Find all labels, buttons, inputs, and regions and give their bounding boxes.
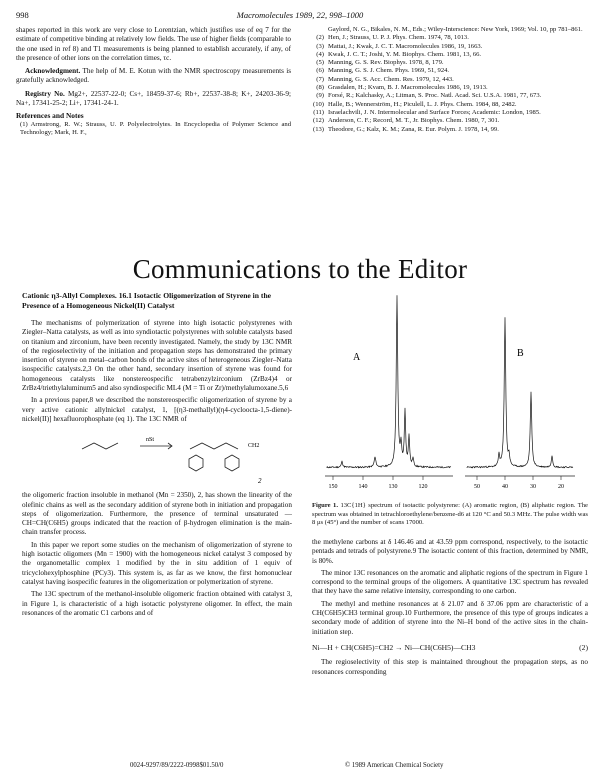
reagent-label: nSt bbox=[146, 437, 155, 444]
figure-caption bbox=[312, 502, 588, 528]
reference-text: Hen, J.; Strauss, U. P. J. Phys. Chem. 1974, 78, 1013. bbox=[328, 34, 469, 42]
equation-2 bbox=[312, 643, 588, 652]
section-title: Communications to the Editor bbox=[132, 254, 468, 284]
axis-tick-label: 140 bbox=[358, 484, 368, 490]
reference-item bbox=[308, 101, 586, 109]
reference-text: Mattai, J.; Kwak, J. C. T. Macromolecules 1986, 19, 1663. bbox=[328, 42, 483, 50]
paragraph-r2: The minor 13C resonances on the aromatic and aliphatic regions of the spectrum in Figure 1 correspond to the terminal groups of the oligomers. A quantitative 13C spectrum has revealed that they have the same relative intensity, corresponding to one carbon. bbox=[312, 568, 588, 596]
reference-item bbox=[308, 76, 586, 84]
compound-number: 2 bbox=[258, 477, 262, 486]
reference-text: Gaylord, N. G., Bikales, N. M., Eds.; Wiley-Interscience: New York, 1969; Vol. 10, pp 781–861. bbox=[328, 26, 583, 33]
reference-item bbox=[308, 59, 586, 67]
reference-number: (10) bbox=[313, 100, 324, 108]
reference-text: Israelachvili, J. N. Intermolecular and Surface Forces; Academic: London, 1985. bbox=[328, 108, 541, 116]
reference-text: Anderson, C. F.; Record, M. T., Jr. Biophys. Chem. 1980, 7, 301. bbox=[328, 117, 500, 125]
reference-item bbox=[308, 126, 586, 134]
reference-number: (9) bbox=[316, 92, 324, 100]
reference-number: (6) bbox=[316, 67, 324, 75]
reference-number: (8) bbox=[316, 84, 324, 92]
reference-text: Kwak, J. C. T.; Joshi, Y. M. Biophys. Chem. 1981, 13, 66. bbox=[328, 50, 482, 58]
reference-number: (4) bbox=[316, 50, 324, 58]
reference-number: (13) bbox=[313, 125, 324, 133]
phenyl-ring bbox=[189, 455, 203, 471]
oligomer-chain bbox=[190, 443, 238, 449]
footer-code: 0024-9297/89/2222-0998$01.50/0 bbox=[130, 762, 224, 769]
footer-copyright: © 1989 American Chemical Society bbox=[345, 762, 444, 769]
spectrum-region-a bbox=[327, 295, 451, 468]
axis-tick-label: 150 bbox=[328, 484, 338, 490]
reference-item bbox=[308, 109, 586, 117]
paragraph-r3: The methyl and methine resonances at δ 21.07 and δ 37.06 ppm are characteristic of a CH(C6H5)CH3 terminal group.10 Furthermore, the presence of this type of groups indicates a secondary mode of addition of styrene into the Ni–H bond of the active sites in the chain-initiation step. bbox=[312, 599, 588, 636]
reference-number: (12) bbox=[313, 117, 324, 125]
nmr-spectrum-figure bbox=[305, 290, 590, 500]
reference-text: Manning, G. S. Acc. Chem. Res. 1979, 12, 443. bbox=[328, 75, 454, 83]
reference-item bbox=[308, 92, 586, 100]
phenyl-ring bbox=[225, 455, 239, 471]
allyl-fragment bbox=[82, 443, 118, 449]
article-left-column bbox=[22, 291, 292, 621]
registry-text: Mg2+, 22537-22-0; Cs+, 18459-37-6; Rb+, 22537-38-8; K+, 24203-36-9; Na+, 17341-25-2; Li+, 17341-24-1. bbox=[16, 89, 292, 108]
article-title: Cationic η3-Allyl Complexes. 16.1 Isotactic Oligomerization of Styrene in the Presence of a Homogeneous Nickel(II) Catalyst bbox=[22, 291, 272, 310]
acknowledgment-heading: Acknowledgment. bbox=[25, 67, 81, 76]
acknowledgment-text: The help of M. E. Kotun with the NMR spectroscopy measurements is gratefully acknowledged. bbox=[16, 67, 291, 85]
acknowledgment bbox=[16, 67, 291, 86]
references-heading: References and Notes bbox=[16, 111, 84, 121]
reference-item bbox=[308, 67, 586, 75]
reference-number: (7) bbox=[316, 75, 324, 83]
reference-text: Halle, B.; Wennerström, H.; Piculell, L. J. Phys. Chem. 1984, 88, 2482. bbox=[328, 100, 517, 108]
reference-text: Forsé, R.; Kalchasky, A.; Litman, S. Proc. Natl. Acad. Sci. U.S.A. 1981, 77, 673. bbox=[328, 92, 542, 100]
paragraph-3: the oligomeric fraction insoluble in methanol (Mn = 2350), 2, has shown the linearity of the olefinic chains as well as the secondary addition of styrene both in initiation and propagation steps of oligomerization. Furthermore, the presence of terminal unsaturated —CH=CH(C6H5) groups indicated that the reaction of β-hydrogen elimination is the main-chain transfer process. bbox=[22, 491, 292, 537]
paragraph-5: The 13C spectrum of the methanol-insoluble oligomeric fraction obtained with catalyst 3, in Figure 1, is characteristic of a high isotactic polystyrene oligomer. In effect, the main resonances of the aromatic C1 carbons and of bbox=[22, 590, 292, 617]
reference-item bbox=[308, 26, 586, 34]
reference-text: Manning, G. S. Rev. Biophys. 1978, 8, 179. bbox=[328, 59, 444, 67]
reference-text: Theodore, G.; Kalz, K. M.; Zana, R. Eur. Polym. J. 1978, 14, 99. bbox=[328, 125, 499, 133]
caption-text: 13C{1H} spectrum of isotactic polystyrene: (A) aromatic region, (B) aliphatic region. The spectrum was obtained in tetrachloroethylene/benzene-d6 at 120 °C and 50.3 MHz. The pulse width was 8 μs (45°) and the number of scans 17000. bbox=[312, 502, 588, 526]
axis-tick-label: 50 bbox=[474, 484, 480, 490]
axis-tick-label: 120 bbox=[418, 484, 428, 490]
registry-heading: Registry No. bbox=[25, 89, 65, 98]
paragraph-r4: The regioselectivity of this step is maintained throughout the propagation steps, as no resonances corresponding bbox=[312, 658, 588, 676]
registry-numbers bbox=[16, 90, 291, 109]
paragraph-1: The mechanisms of polymerization of styrene into high isotactic polystyrenes with Ziegler–Natta catalysts, as well as into syndiotactic polystyrenes with soluble catalysts based on titanium and zirconium, have been recently investigated. Namely, the study by 13C NMR of the regioselectivity of the initiation and propagation steps has demonstrated the primary insertion of styrene on metal–carbon bonds of the active sites of heterogeneous Ziegler–Natta isospecific catalysts.2,3 On the other hand, secondary insertion of styrene was found for homogeneous catalysts like nonstereospecific tetrabenzylzirconium (ZrBz4)4 or ZrBz4/triethylaluminum5 and also syndiospecific ML4 (M = Ti or Zr)/methylalumoxane.5,6 bbox=[22, 319, 292, 393]
reference-number: (2) bbox=[316, 34, 324, 42]
reference-item bbox=[308, 117, 586, 125]
spectrum-region-b bbox=[467, 317, 573, 468]
closing-paragraph: shapes reported in this work are very close to Lorentzian, which justifies use of eq 7 for the estimate of competitive binding at relatively low fields. The use of higher fields (comparable to the one used in ref 8) and T1 measurements is being planned to establish accurately, if any, of the presence of other ions on the correlation times, τc. bbox=[16, 26, 291, 62]
reaction-scheme bbox=[22, 427, 292, 489]
reference-number: (3) bbox=[316, 42, 324, 50]
region-label-a: A bbox=[353, 352, 361, 363]
reference-item bbox=[308, 51, 586, 59]
equation-2-number: (2) bbox=[579, 642, 588, 652]
reference-item bbox=[308, 34, 586, 42]
region-label-b: B bbox=[517, 348, 524, 359]
page-number: 998 bbox=[16, 10, 29, 20]
top-left-column bbox=[16, 26, 291, 137]
reference-item bbox=[308, 43, 586, 51]
reference-list bbox=[308, 26, 586, 134]
paragraph-r1: the methylene carbons at δ 146.46 and at 43.59 ppm correspond, respectively, to the isotactic pentads and tetrads of polystyrene.9 The isotactic content of this fraction, determined by NMR, is 80%. bbox=[312, 538, 588, 565]
axis-tick-label: 20 bbox=[558, 484, 564, 490]
spectrum-trace bbox=[327, 295, 451, 468]
reference-number: (5) bbox=[316, 59, 324, 67]
reference-text: Grasdalen, H.; Kvam, B. J. Macromolecules 1986, 19, 1913. bbox=[328, 84, 488, 92]
running-header: Macromolecules 1989, 22, 998–1000 bbox=[236, 10, 364, 20]
reference-item bbox=[308, 84, 586, 92]
reference-number: (11) bbox=[313, 108, 324, 116]
paragraph-2: In a previous paper,8 we described the nonstereospecific oligomerization of styrene by a very active cationic allylnickel catalyst, 1, [(η3-methallyl)(η4-cycloocta-1,5-diene)-nickel(II)] hexafluorophosphate (eq 1). The 13C NMR of bbox=[22, 396, 292, 423]
reference-1: (1) Armstrong, R. W.; Strauss, U. P. Polyelectrolytes. In Encyclopedia of Polymer Science and Technology; Mark, H. F., bbox=[20, 120, 291, 136]
paragraph-4: In this paper we report some studies on the mechanism of oligomerization of styrene to high isotactic oligomers (Mn = 1900) with the homogeneous nickel catalyst 3 composed by the organometallic complex 1 modified by the in situ addition of 1 equiv of tricyclohexylphosphine (PCy3). This system is, as far as we know, the first homonuclear catalyst having isospecific features in the oligomerization or polymerization of styrene. bbox=[22, 540, 292, 586]
caption-label: Figure 1. bbox=[312, 502, 338, 509]
end-group-label: CH2 bbox=[248, 443, 260, 450]
equation-2-text: Ni—H + CH(C6H5)=CH2 → Ni—CH(C6H5)—CH3 bbox=[312, 642, 476, 652]
reference-text: Manning, G. S. J. Chem. Phys. 1969, 51, 924. bbox=[328, 67, 450, 75]
axis-tick-label: 30 bbox=[530, 484, 536, 490]
spectrum-trace bbox=[467, 317, 573, 468]
axis-tick-label: 130 bbox=[388, 484, 398, 490]
axis-tick-label: 40 bbox=[502, 484, 508, 490]
article-right-column bbox=[312, 538, 588, 680]
